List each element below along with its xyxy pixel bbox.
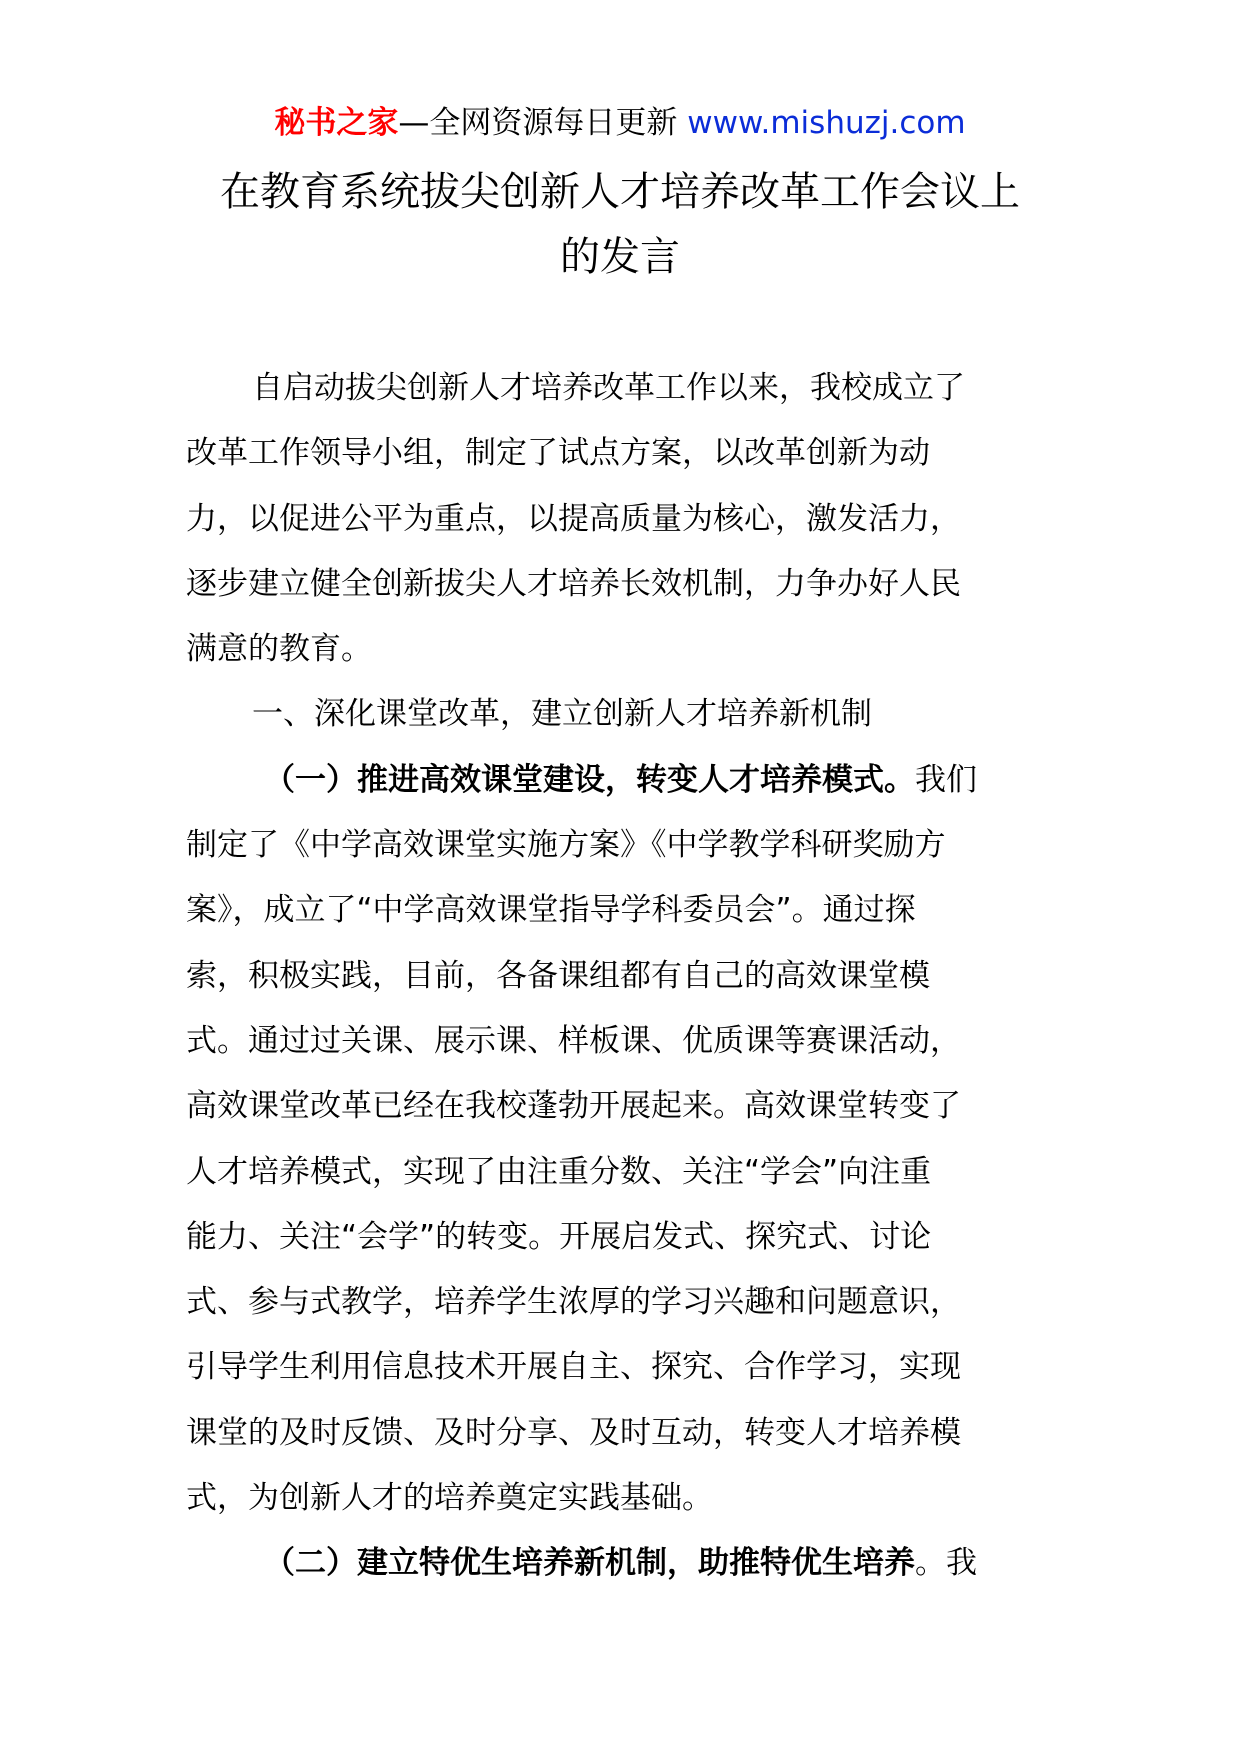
document-body bbox=[186, 356, 1056, 1597]
site-url[interactable]: www.mishuzj.com bbox=[687, 105, 966, 141]
title-line-2: 的发言 bbox=[560, 234, 680, 280]
paragraph-line: 式、参与式教学，培养学生浓厚的学习兴趣和问题意识， bbox=[186, 1284, 961, 1321]
subsection-2-tail: 。我 bbox=[915, 1545, 977, 1582]
intro-line: 逐步建立健全创新拔尖人才培养长效机制，力争办好人民 bbox=[186, 565, 961, 602]
intro-line: 力，以促进公平为重点，以提高质量为核心，激发活力， bbox=[186, 500, 961, 537]
intro-line: 改革工作领导小组，制定了试点方案，以改革创新为动 bbox=[186, 435, 930, 472]
paragraph-line: 人才培养模式，实现了由注重分数、关注“学会”向注重 bbox=[186, 1153, 932, 1190]
subsection-1-first-line bbox=[186, 748, 1056, 813]
subsection-2-heading: （二）建立特优生培养新机制，助推特优生培养 bbox=[264, 1545, 915, 1582]
title-line-1: 在教育系统拔尖创新人才培养改革工作会议上 bbox=[220, 169, 1020, 215]
paragraph-line: 式，为创新人才的培养奠定实践基础。 bbox=[186, 1480, 713, 1517]
subsection-2-first-line bbox=[186, 1531, 1056, 1596]
paragraph-line: 案》，成立了“中学高效课堂指导学科委员会”。通过探 bbox=[186, 892, 916, 929]
subsection-1-heading: （一）推进高效课堂建设，转变人才培养模式。 bbox=[264, 761, 915, 798]
intro-line: 自启动拔尖创新人才培养改革工作以来，我校成立了 bbox=[252, 370, 965, 406]
paragraph-line: 引导学生利用信息技术开展自主、探究、合作学习，实现 bbox=[186, 1349, 961, 1386]
paragraph-line: 制定了《中学高效课堂实施方案》《中学教学科研奖励方 bbox=[186, 827, 946, 864]
header-tagline: —全网资源每日更新 bbox=[398, 105, 688, 141]
paragraph-line: 能力、关注“会学”的转变。开展启发式、探究式、讨论 bbox=[186, 1218, 932, 1255]
paragraph-line: 课堂的及时反馈、及时分享、及时互动，转变人才培养模 bbox=[186, 1414, 961, 1451]
paragraph-line: 式。通过过关课、展示课、样板课、优质课等赛课活动， bbox=[186, 1022, 961, 1059]
paragraph-line: 高效课堂改革已经在我校蓬勃开展起来。高效课堂转变了 bbox=[186, 1088, 961, 1125]
subsection-1-tail: 我们 bbox=[915, 761, 977, 798]
document-title bbox=[150, 160, 1090, 290]
intro-line: 满意的教育。 bbox=[186, 631, 372, 668]
site-header bbox=[0, 103, 1240, 143]
brand-name: 秘书之家 bbox=[274, 105, 399, 141]
paragraph-line: 索，积极实践，目前，各备课组都有自己的高效课堂模 bbox=[186, 957, 930, 994]
section-heading: 一、深化课堂改革，建立创新人才培养新机制 bbox=[252, 696, 872, 733]
